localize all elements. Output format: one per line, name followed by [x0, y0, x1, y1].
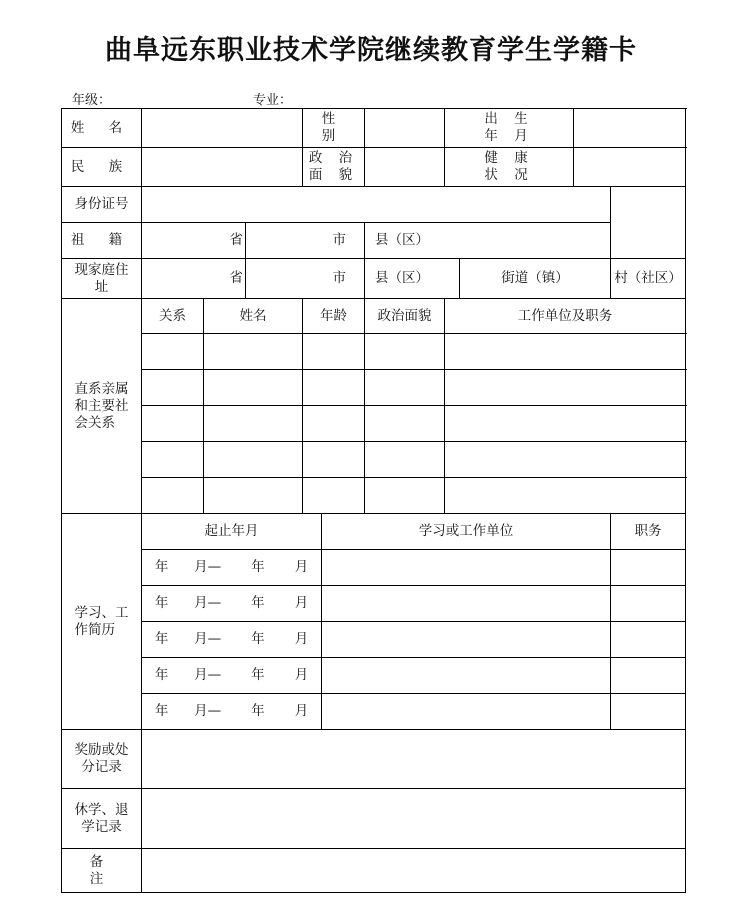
birth-label-line1: 出 生	[484, 111, 534, 127]
suspension-label-line2: 学记录	[81, 818, 122, 835]
history-period-cell[interactable]	[142, 622, 322, 658]
history-period-cell[interactable]	[142, 550, 322, 586]
history-header-period: 起止年月	[142, 514, 322, 550]
ethnicity-label: 民 族	[62, 148, 142, 187]
remarks-field[interactable]	[142, 849, 686, 893]
family-cell[interactable]	[445, 442, 686, 478]
family-cell[interactable]	[142, 406, 204, 442]
id-number-field[interactable]	[142, 187, 611, 223]
year-start-label: 年	[154, 667, 169, 683]
family-cell[interactable]	[303, 442, 365, 478]
addr-street: 街道（镇）	[460, 259, 611, 299]
history-label-line2: 作简历	[74, 621, 115, 638]
month-start-label: 月—	[194, 703, 222, 719]
family-row	[62, 442, 686, 478]
history-label-line1: 学习、工	[74, 604, 129, 621]
history-header-unit: 学习或工作单位	[322, 514, 611, 550]
family-cell[interactable]	[204, 334, 303, 370]
health-label-line2: 状 况	[484, 167, 534, 183]
family-header-political: 政治面貌	[365, 299, 445, 334]
ethnicity-field[interactable]	[142, 148, 303, 187]
health-field[interactable]	[574, 148, 686, 187]
history-unit-cell[interactable]	[322, 658, 611, 694]
health-label	[445, 148, 574, 187]
family-cell[interactable]	[303, 334, 365, 370]
history-row	[62, 622, 686, 658]
birth-label-line2: 年 月	[484, 128, 534, 144]
history-position-cell[interactable]	[611, 550, 686, 586]
family-cell[interactable]	[142, 370, 204, 406]
family-header-relation: 关系	[142, 299, 204, 334]
native-county: 县（区）	[365, 223, 611, 259]
month-end-label: 月	[294, 703, 309, 719]
family-cell[interactable]	[365, 442, 445, 478]
awards-label-line2: 分记录	[81, 759, 122, 775]
month-end-label: 月	[294, 595, 309, 611]
family-cell[interactable]	[204, 442, 303, 478]
family-section-label	[62, 299, 142, 514]
family-cell[interactable]	[365, 334, 445, 370]
history-period-cell[interactable]	[142, 658, 322, 694]
suspension-field[interactable]	[142, 789, 686, 849]
name-label: 姓 名	[62, 109, 142, 148]
family-cell[interactable]	[445, 478, 686, 514]
family-header-name: 姓名	[204, 299, 303, 334]
family-row	[62, 334, 686, 370]
addr-province: 省	[142, 259, 246, 299]
family-header-work: 工作单位及职务	[445, 299, 686, 334]
birth-field[interactable]	[574, 109, 686, 148]
addr-city: 市	[246, 259, 365, 299]
month-start-label: 月—	[194, 631, 222, 647]
address-label	[62, 259, 142, 299]
family-row	[62, 370, 686, 406]
family-cell[interactable]	[204, 370, 303, 406]
history-row	[62, 586, 686, 622]
native-place-label: 祖 籍	[62, 223, 142, 259]
awards-label	[62, 730, 142, 789]
addr-county: 县（区）	[365, 259, 460, 299]
page-title: 曲阜远东职业技术学院继续教育学生学籍卡	[105, 35, 637, 66]
awards-label-line1: 奖励或处	[74, 742, 129, 758]
history-unit-cell[interactable]	[322, 622, 611, 658]
health-label-line1: 健 康	[484, 150, 534, 166]
family-label-line1: 直系亲属	[74, 380, 129, 397]
family-cell[interactable]	[365, 370, 445, 406]
political-label-line2: 面 貌	[308, 167, 359, 183]
year-end-label: 年	[251, 703, 265, 719]
family-cell[interactable]	[204, 478, 303, 514]
history-position-cell[interactable]	[611, 586, 686, 622]
family-label-line3: 会关系	[74, 414, 115, 431]
month-end-label: 月	[294, 667, 309, 683]
grade-label: 年级：	[72, 93, 112, 108]
family-cell[interactable]	[365, 406, 445, 442]
history-period-cell[interactable]	[142, 586, 322, 622]
suspension-label	[62, 789, 142, 849]
gender-field[interactable]	[365, 109, 445, 148]
family-cell[interactable]	[303, 406, 365, 442]
family-header-age: 年龄	[303, 299, 365, 334]
year-end-label: 年	[251, 595, 265, 611]
native-province: 省	[142, 223, 246, 259]
year-start-label: 年	[154, 703, 169, 719]
family-cell[interactable]	[445, 406, 686, 442]
awards-field[interactable]	[142, 730, 686, 789]
history-section-label	[62, 514, 142, 730]
year-end-label: 年	[251, 559, 265, 575]
history-unit-cell[interactable]	[322, 586, 611, 622]
family-cell[interactable]	[142, 334, 204, 370]
record-form-table	[61, 108, 686, 893]
history-unit-cell[interactable]	[322, 550, 611, 586]
history-position-cell[interactable]	[611, 622, 686, 658]
major-label: 专业：	[253, 93, 293, 108]
history-row	[62, 550, 686, 586]
address-label-line1: 现家庭住	[74, 261, 129, 278]
family-row	[62, 478, 686, 514]
year-end-label: 年	[251, 631, 265, 647]
family-cell[interactable]	[445, 334, 686, 370]
family-cell[interactable]	[445, 370, 686, 406]
remarks-label: 备 注	[62, 849, 142, 893]
family-label-line2: 和主要社	[74, 397, 129, 414]
addr-village: 村（社区）	[611, 259, 686, 299]
political-label	[303, 148, 365, 187]
month-start-label: 月—	[194, 667, 222, 683]
history-header-position: 职务	[611, 514, 686, 550]
suspension-label-line1: 休学、退	[74, 801, 129, 818]
year-start-label: 年	[154, 595, 169, 611]
political-label-line1: 政 治	[308, 150, 359, 166]
history-unit-cell[interactable]	[322, 694, 611, 730]
history-row	[62, 658, 686, 694]
month-end-label: 月	[294, 559, 309, 575]
family-cell[interactable]	[142, 478, 204, 514]
id-number-label: 身份证号	[62, 187, 142, 223]
family-cell[interactable]	[365, 478, 445, 514]
family-cell[interactable]	[142, 442, 204, 478]
year-start-label: 年	[154, 559, 169, 575]
month-start-label: 月—	[194, 559, 222, 575]
family-cell[interactable]	[303, 370, 365, 406]
history-period-cell[interactable]	[142, 694, 322, 730]
name-field[interactable]	[142, 109, 303, 148]
native-city: 市	[246, 223, 365, 259]
history-position-cell[interactable]	[611, 658, 686, 694]
history-row	[62, 694, 686, 730]
year-start-label: 年	[154, 631, 169, 647]
family-cell[interactable]	[303, 478, 365, 514]
family-cell[interactable]	[204, 406, 303, 442]
birth-label	[445, 109, 574, 148]
month-end-label: 月	[294, 631, 309, 647]
political-field[interactable]	[365, 148, 445, 187]
year-end-label: 年	[251, 667, 265, 683]
history-position-cell[interactable]	[611, 694, 686, 730]
family-row	[62, 406, 686, 442]
gender-label: 性 别	[303, 109, 365, 148]
address-label-line2: 址	[94, 278, 109, 295]
month-start-label: 月—	[194, 595, 222, 611]
